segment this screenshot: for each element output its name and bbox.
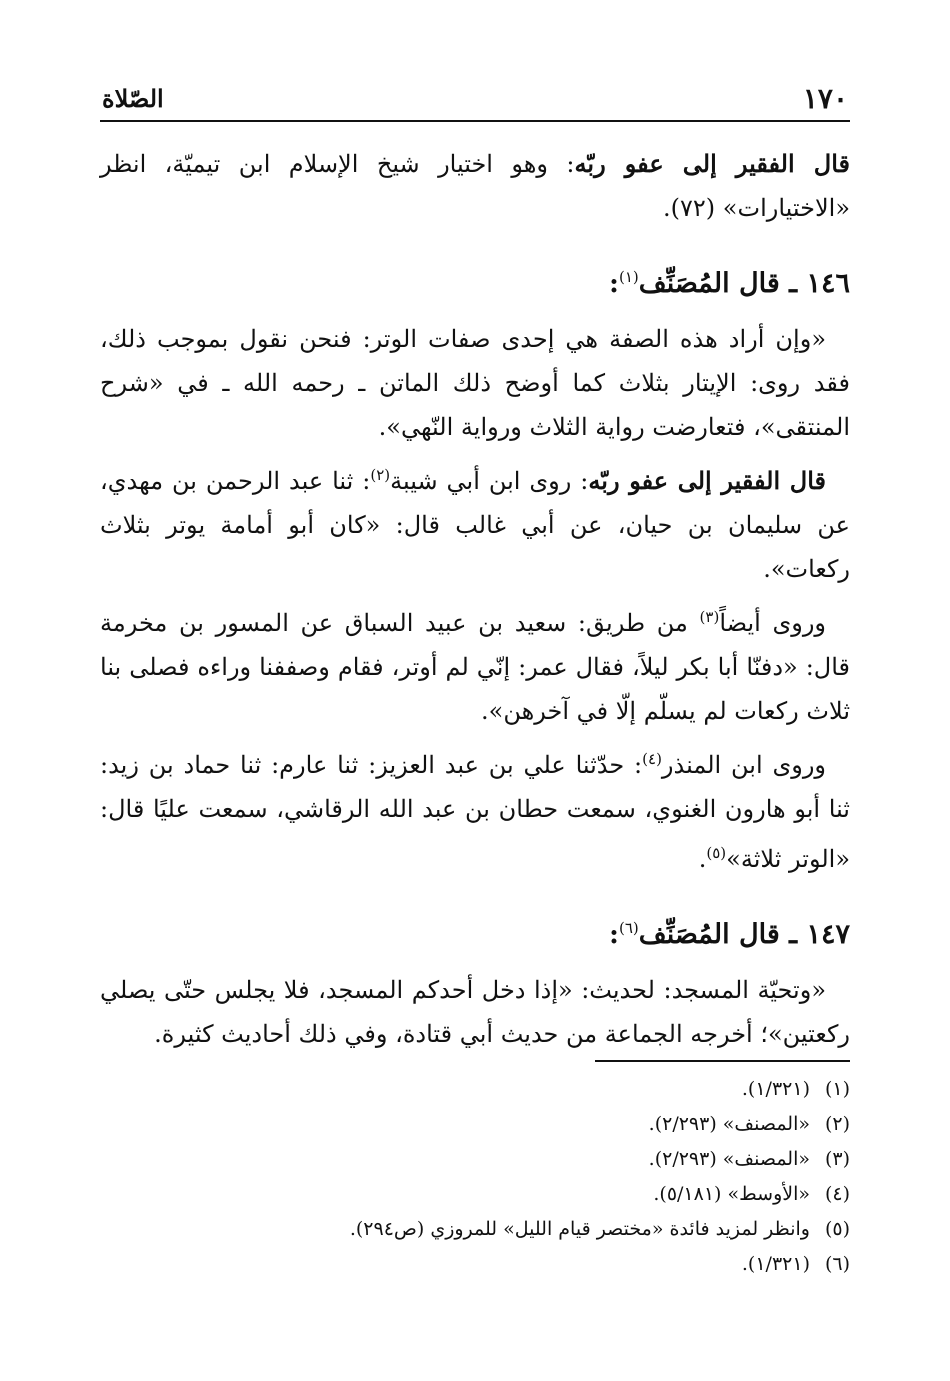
paragraph-3: قال الفقير إلى عفو ربّه: روى ابن أبي شيبة$^{(٢)}$: ثنا عبد الرحمن بن مهدي، عن سليمان بن حيان، عن أبي غالب قال: «كان أبو أمامة يوتر بثلاث ركعات».: [100, 466, 850, 583]
paragraph-6: «وتحيّة المسجد: لحديث: «إذا دخل أحدكم المسجد، فلا يجلس حتّى يصلي ركعتين»؛ أخرجه الجماعة من حديث أبي قتادة، وفي ذلك أحاديث كثيرة.: [100, 976, 850, 1048]
author-label: قال الفقير إلى عفو ربّه: [588, 466, 826, 495]
paragraph-1-text: : وهو اختيار شيخ الإسلام ابن تيميّة، انظر «الاختيارات» (٧٢).: [100, 150, 850, 222]
section-heading-147: ١٤٧ ـ قال المُصَنِّف$^{(٦)}$:: [609, 919, 850, 950]
footnote-divider: [595, 1060, 850, 1062]
author-label: قال الفقير إلى عفو ربّه: [574, 149, 851, 178]
footnote-5: (٥)وانظر لمزيد فائدة «مختصر قيام الليل» للمروزي (ص٢٩٤).: [349, 1218, 850, 1240]
page-number: ١٧٠: [802, 82, 848, 115]
footnotes: [100, 1060, 850, 1282]
main-text: [100, 142, 850, 1060]
footnote-ref: (٢): [370, 466, 391, 484]
footnote-ref: (٥): [706, 844, 727, 862]
page-header: [100, 80, 850, 122]
footnote-ref: (٦): [618, 919, 639, 937]
footnote-ref: (١): [618, 268, 639, 286]
paragraph-2: «وإن أراد هذه الصفة هي إحدى صفات الوتر: فنحن نقول بموجب ذلك، فقد روى: الإيتار بثلاث كما أوضح ذلك الماتن ـ رحمه الله ـ في «شرح المنتقى»، فتعارضت رواية الثلاث ورواية النّهي».: [100, 325, 850, 441]
footnote-2: (٢)«المصنف» (٢/٢٩٣).: [648, 1113, 850, 1135]
paragraph-5: وروى ابن المنذر$^{(٤)}$: حدّثنا علي بن عبد العزيز: ثنا عارم: ثنا حماد بن زيد: ثنا أبو هارون الغنوي، سمعت حطان بن عبد الله الرقاشي، سمعت عليًا قال: «الوتر ثلاثة»$^{(٥)}$.: [100, 750, 850, 873]
footnote-ref: (٤): [642, 750, 662, 768]
footnote-1: (١)(١/٣٢١).: [741, 1078, 850, 1100]
paragraph-4: وروى أيضاً$^{(٣)}$ من طريق: سعيد بن عبيد السباق عن المسور بن مخرمة قال: «دفنّا أبا بكر ليلاً، فقال عمر: إنّي لم أوتر، فقام وصففنا وراءه فصلى بنا ثلاث ركعات لم يسلّم إلّا في آخرهن».: [100, 608, 850, 725]
footnote-4: (٤)«الأوسط» (٥/١٨١).: [653, 1183, 850, 1205]
footnote-ref: (٣): [699, 608, 720, 626]
paragraph-1: [100, 142, 850, 230]
section-heading-146: ١٤٦ ـ قال المُصَنِّف$^{(١)}$:: [609, 268, 850, 299]
running-title: الصّلاة: [102, 84, 164, 113]
footnote-3: (٣)«المصنف» (٢/٢٩٣).: [648, 1148, 850, 1170]
footnote-6: (٦)(١/٣٢١).: [741, 1253, 850, 1275]
